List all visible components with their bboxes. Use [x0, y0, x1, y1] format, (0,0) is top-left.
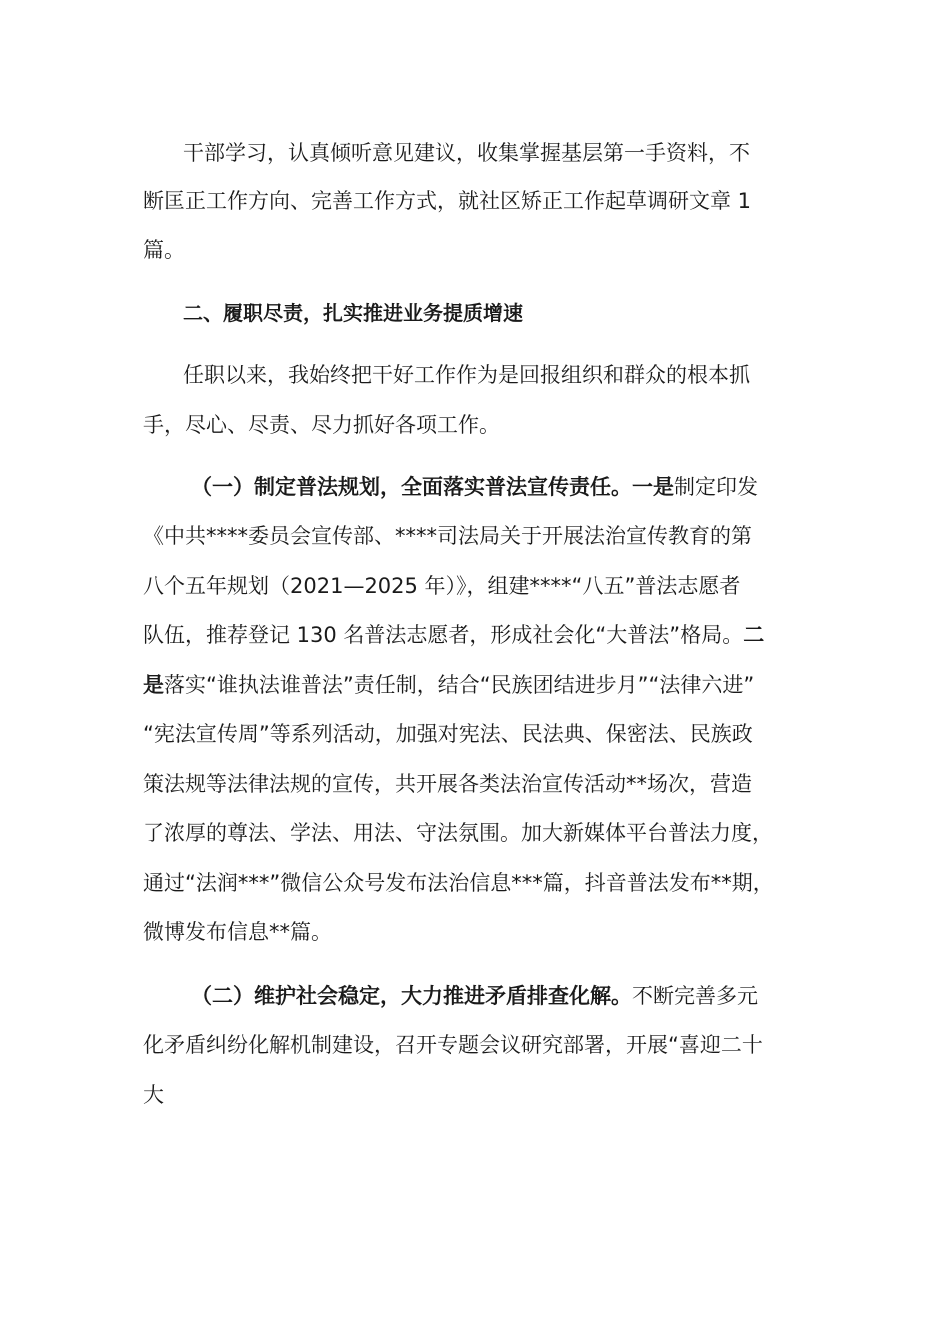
paragraph-2-line-1: 任职以来，我始终把干好工作作为是回报组织和群众的根本抓	[183, 363, 750, 387]
paragraph-3-line-8: 了浓厚的尊法、学法、用法、守法氛围。加大新媒体平台普法力度，	[143, 821, 773, 845]
paragraph-3-line-1-text: 制定印发	[674, 475, 758, 499]
paragraph-1-line-1: 干部学习，认真倾听意见建议，收集掌握基层第一手资料，不	[183, 141, 750, 165]
paragraph-4-line-1	[0, 981, 950, 1031]
paragraph-3-line-4-bold: 二	[743, 623, 765, 647]
paragraph-3-line-4-text: 队伍，推荐登记 130 名普法志愿者，形成社会化“大普法”格局。	[143, 623, 744, 647]
paragraph-3-line-4	[0, 620, 950, 670]
subheading-1: （一）制定普法规划，全面落实普法宣传责任。一是	[191, 475, 674, 499]
paragraph-3-line-10: 微博发布信息**篇。	[143, 920, 332, 944]
paragraph-3-line-1	[0, 472, 950, 522]
paragraph-2-line-2: 手，尽心、尽责、尽力抓好各项工作。	[143, 413, 500, 437]
paragraph-4-line-2: 化矛盾纠纷化解机制建设，召开专题会议研究部署，开展“喜迎二十	[143, 1033, 763, 1057]
paragraph-3-line-5-bold: 是	[143, 673, 164, 697]
paragraph-3-line-6: “宪法宣传周”等系列活动，加强对宪法、民法典、保密法、民族政	[143, 722, 753, 746]
paragraph-4-line-1-text: 不断完善多元	[632, 984, 758, 1008]
paragraph-3-line-7: 策法规等法律法规的宣传，共开展各类法治宣传活动**场次，营造	[143, 772, 752, 796]
paragraph-3-line-3: 八个五年规划（2021—2025 年）》，组建****“八五”普法志愿者	[143, 574, 741, 598]
paragraph-4-line-3: 大	[143, 1083, 164, 1107]
paragraph-3-line-5	[0, 670, 950, 720]
paragraph-3-line-5-text: 落实“谁执法谁普法”责任制，结合“民族团结进步月”“法律六进”	[164, 673, 755, 697]
paragraph-3-line-2: 《中共****委员会宣传部、****司法局关于开展法治宣传教育的第	[143, 524, 752, 548]
paragraph-1-line-3: 篇。	[143, 238, 185, 262]
section-heading: 二、履职尽责，扎实推进业务提质增速	[183, 301, 523, 325]
paragraph-1-line-2: 断匡正工作方向、完善工作方式，就社区矫正工作起草调研文章 1	[143, 189, 752, 213]
subheading-2: （二）维护社会稳定，大力推进矛盾排查化解。	[191, 984, 632, 1008]
paragraph-3-line-9: 通过“法润***”微信公众号发布法治信息***篇，抖音普法发布**期，	[143, 871, 774, 895]
